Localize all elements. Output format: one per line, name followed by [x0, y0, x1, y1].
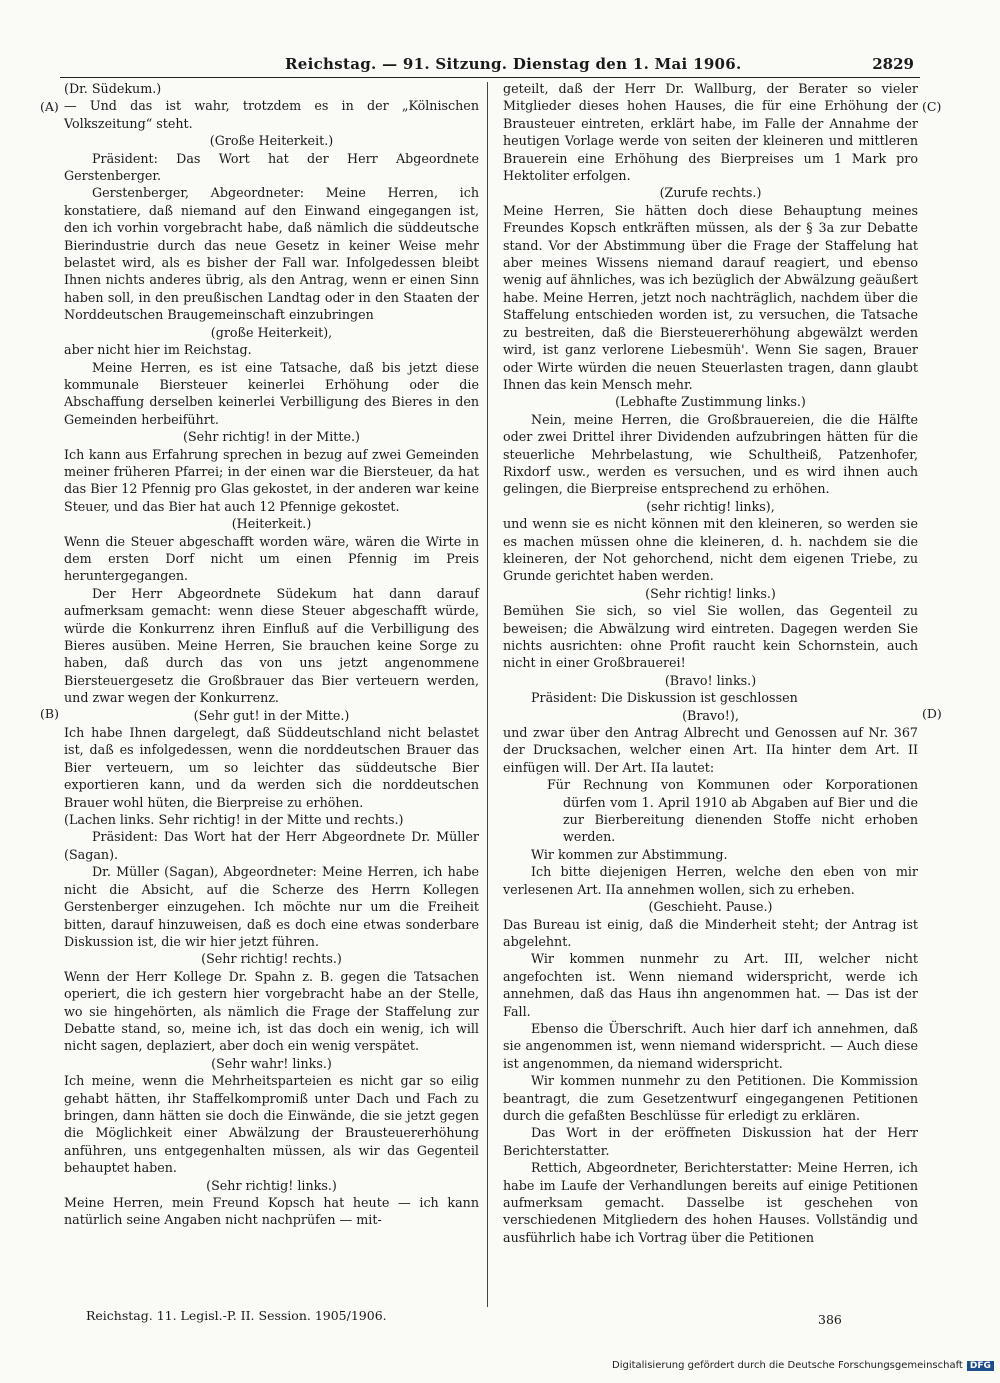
paragraph: Ich habe Ihnen dargelegt, daß Süddeutschland nicht belastet ist, daß es infolgedessen, wenn die norddeutschen Brauer das Bier verteuern, um so leichter das süddeutsche Bier exportieren kann, und da werden sich die norddeutschen Brauer wohl hüten, die Bierpreise zu erhöhen. — [64, 725, 479, 810]
paragraph: (Bravo! links.) — [664, 672, 757, 688]
paragraph: (Sehr richtig! links.) — [645, 585, 776, 601]
paragraph: Ich kann aus Erfahrung sprechen in bezug auf zwei Gemeinden meiner früheren Pfarrei; in der einen war die Biersteuer, da hat das Bier 12 Pfennig pro Glas gekostet, in der anderen war keine Steuer, und das Bier hat auch 12 Pfennige gekostet. — [64, 446, 479, 514]
paragraph: (Große Heiterkeit.) — [209, 133, 334, 149]
paragraph: Präsident: Das Wort hat der Herr Abgeordnete Gerstenberger. — [64, 150, 479, 184]
paragraph: (Lebhafte Zustimmung links.) — [615, 394, 806, 410]
paragraph: (Bravo!), — [682, 707, 739, 723]
paragraph: (Lachen links. Sehr richtig! in der Mitte und rechts.) — [64, 812, 404, 828]
paragraph: Meine Herren, Sie hätten doch diese Behauptung meines Freundes Kopsch entkräften müssen, als der § 3a zur Debatte stand. Vor der Abstimmung über die Frage der Staffelung hat aber meines Wissens niemand darauf reagiert, und ebenso wenig auf ähnliches, was ich bezüglich der Abwälzung geäußert habe. Meine Herren, jetzt noch nachträglich, nachdem über die Staffelung entschieden worden ist, zu versuchen, die Tatsache zu bestreiten, daß die Biersteuererhöhung abgewälzt werden wird, ist ganz verlorene Liebesmüh'. Wenn Sie sagen, Brauer oder Wirte würden die neuen Steuerlasten tragen, dann glaubt Ihnen das kein Mensch mehr. — [503, 202, 918, 392]
paragraph: (Sehr wahr! links.) — [211, 1055, 332, 1071]
paragraph: Meine Herren, mein Freund Kopsch hat heute — ich kann natürlich seine Angaben nicht nachprüfen — mit- — [64, 1195, 479, 1228]
paragraph: (sehr richtig! links), — [646, 498, 775, 514]
digitization-credit — [612, 1360, 994, 1371]
column-divider — [487, 82, 488, 1307]
paragraph: Der Herr Abgeordnete Südekum hat dann darauf aufmerksam gemacht: wenn diese Steuer abgeschafft würde, würde die Konkurrenz ihren Einfluß auf die Verbilligung des Bieres ausüben. Meine Herren, Sie brauchen keine Sorge zu haben, daß durch das von uns jetzt angenommene Biersteuergesetz die Großbrauer das Bier verteuern werden, und zwar wegen der Konkurrenz. — [64, 585, 479, 706]
paragraph: und wenn sie es nicht können mit den kleineren, so werden sie es machen müssen ohne die kleineren, d. h. nachdem sie die kleineren, der Not gehorchend, nicht dem eigenen Triebe, zu Grunde gerichtet haben werden. — [503, 516, 918, 584]
paragraph: Wenn die Steuer abgeschafft worden wäre, wären die Wirte in dem ersten Dorf nicht um einen Pfennig im Preis heruntergegangen. — [64, 533, 479, 584]
paragraph: (Sehr gut! in der Mitte.) — [193, 707, 350, 723]
paragraph: und zwar über den Antrag Albrecht und Genossen auf Nr. 367 der Drucksachen, welcher einen Art. IIa hinter dem Art. II einfügen will. Der Art. IIa lautet: — [503, 725, 918, 775]
footer-imprint: Reichstag. 11. Legisl.-P. II. Session. 1905/1906. — [86, 1308, 387, 1323]
paragraph: Gerstenberger, Abgeordneter: Meine Herren, ich konstatiere, daß niemand auf den Einwand eingegangen ist, den ich vorhin vorgebracht habe, daß nämlich die süddeutsche Bierindustrie durch das neue Gesetz in keiner Weise mehr belastet wird, als es bisher der Fall war. Infolgedessen bleibt Ihnen nichts anderes übrig, als den Antrag, wenn er einen Sinn haben soll, in den preußischen Landtag oder in den Staaten der Norddeutschen Braugemeinschaft einzubringen — [64, 185, 479, 323]
margin-marker-b: (B) — [40, 706, 59, 721]
page-header — [60, 55, 920, 78]
margin-marker-a: (A) — [40, 99, 59, 114]
paragraph: (Heiterkeit.) — [231, 516, 312, 532]
paragraph: Wir kommen nunmehr zu Art. III, welcher nicht angefochten ist. Wenn niemand widerspricht, werde ich annehmen, daß das Haus ihn angenommen hat. — Das ist der Fall. — [503, 951, 918, 1019]
paragraph: Ebenso die Überschrift. Auch hier darf ich annehmen, daß sie angenommen ist, wenn niemand widerspricht. — Auch diese ist angenommen, da niemand widerspricht. — [503, 1020, 918, 1071]
right-column — [503, 80, 918, 1246]
margin-marker-d: (D) — [922, 706, 942, 721]
dfg-logo-icon: DFG — [967, 1361, 994, 1371]
page-number: 2829 — [872, 55, 914, 73]
paragraph: (Zurufe rechts.) — [659, 185, 762, 201]
credit-text: Digitalisierung gefördert durch die Deutsche Forschungsgemeinschaft — [612, 1360, 963, 1371]
margin-marker-c: (C) — [922, 99, 942, 114]
paragraph: — Und das ist wahr, trotzdem es in der „Kölnischen Volkszeitung“ steht. — [64, 98, 479, 131]
paragraph: (große Heiterkeit), — [210, 324, 333, 340]
paragraph: Das Bureau ist einig, daß die Minderheit steht; der Antrag ist abgelehnt. — [503, 916, 918, 949]
page-title: Reichstag. — 91. Sitzung. Dienstag den 1. Mai 1906. — [285, 55, 742, 73]
paragraph: Wenn der Herr Kollege Dr. Spahn z. B. gegen die Tatsachen operiert, die ich gestern hier vorgebracht habe an der Stelle, wo sie hingehörten, als nämlich die Frage der Staffelung zur Debatte stand, so, meine ich, ist das doch ein wenig, ich will nicht sagen, deplaziert, aber doch ein wenig verspätet. — [64, 968, 479, 1054]
paragraph: Ich bitte diejenigen Herren, welche den eben von mir verlesenen Art. IIa annehmen wollen, sich zu erheben. — [503, 864, 918, 897]
paragraph: Meine Herren, es ist eine Tatsache, daß bis jetzt diese kommunale Biersteuer keinerlei Erhöhung oder die Abschaffung derselben keinerlei Verbilligung des Bieres in den Gemeinden herbeiführt. — [64, 359, 479, 427]
paragraph: Für Rechnung von Kommunen oder Korporationen dürfen vom 1. April 1910 ab Abgaben auf Bier und die zur Bierbereitung dienenden Stoffe nicht erhoben werden. — [547, 777, 918, 845]
paragraph: Wir kommen zur Abstimmung. — [531, 846, 728, 862]
paragraph: Ich meine, wenn die Mehrheitsparteien es nicht gar so eilig gehabt hätten, ihr Staffelkompromiß unter Dach und Fach zu bringen, dann hätten sie doch die Einwände, die sie jetzt gegen die Möglichkeit einer Abwälzung der Brausteuererhöhung anführen, uns entgegenhalten müssen, als wir das Gegenteil behauptet haben. — [64, 1073, 479, 1176]
paragraph: Wir kommen nunmehr zu den Petitionen. Die Kommission beantragt, die zum Gesetzentwurf eingegangenen Petitionen durch die gefaßten Beschlüsse für erledigt zu erklären. — [503, 1073, 918, 1123]
paragraph: Präsident: Das Wort hat der Herr Abgeordnete Dr. Müller (Sagan). — [64, 829, 479, 862]
paragraph: Präsident: Die Diskussion ist geschlossen — [531, 690, 798, 706]
paragraph: Bemühen Sie sich, so viel Sie wollen, das Gegenteil zu beweisen; die Abwälzung wird eintreten. Dagegen werden Sie nichts ausrichten: ohne Profit raucht kein Schornstein, auch nicht in einer Großbrauerei! — [503, 603, 918, 671]
paragraph: Dr. Müller (Sagan), Abgeordneter: Meine Herren, ich habe nicht die Absicht, auf die Scherze des Herrn Kollegen Gerstenberger einzugehen. Ich möchte nur um die Freiheit bitten, darauf hinzuweisen, daß es doch eine etwas sonderbare Diskussion ist, die wir hier jetzt führen. — [64, 864, 479, 949]
paragraph: (Sehr richtig! in der Mitte.) — [183, 429, 360, 445]
paragraph: Nein, meine Herren, die Großbrauereien, die die Hälfte oder zwei Drittel ihrer Dividenden aufzubringen hätten für die steuerliche Mehrbelastung, wie Schultheiß, Patzenhofer, Rixdorf usw., werden es versuchen, und es wird ihnen auch gelingen, die Bierpreise entsprechend zu erhöhen. — [503, 411, 918, 497]
paragraph: aber nicht hier im Reichstag. — [64, 342, 252, 358]
left-column — [64, 80, 479, 1229]
paragraph: (Geschieht. Pause.) — [648, 899, 773, 915]
sheet-signature: 386 — [818, 1312, 842, 1327]
paragraph: (Sehr richtig! rechts.) — [201, 951, 342, 967]
paragraph: Das Wort in der eröffneten Diskussion hat der Herr Berichterstatter. — [503, 1125, 918, 1158]
paragraph: (Sehr richtig! links.) — [206, 1177, 337, 1193]
paragraph: Rettich, Abgeordneter, Berichterstatter: Meine Herren, ich habe im Laufe der Verhandlungen bereits auf einige Petitionen aufmerksam gemacht. Dasselbe ist geschehen von verschiedenen Mitgliedern des hohen Hauses. Vollständig und ausführlich habe ich Vortrag über die Petitionen — [503, 1160, 918, 1245]
paragraph: (Dr. Südekum.) — [64, 81, 162, 96]
paragraph: geteilt, daß der Herr Dr. Wallburg, der Berater so vieler Mitglieder dieses hohen Hauses, die für eine Erhöhung der Brausteuer eintreten, erklärt habe, im Falle der Annahme der heutigen Vorlage werde von seiten der kleineren und mittleren Brauerein eine Erhöhung des Bierpreises um 1 Mark pro Hektoliter erfolgen. — [503, 81, 918, 184]
